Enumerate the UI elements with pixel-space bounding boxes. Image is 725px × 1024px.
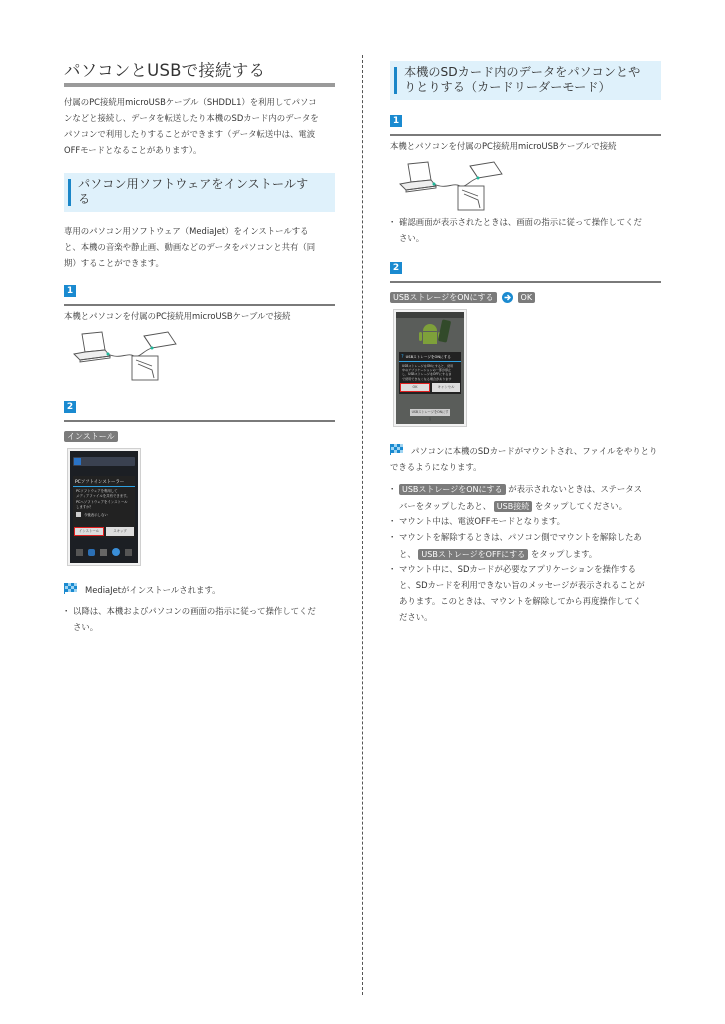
install-key: インストール [64,431,118,442]
step-number-1: 1 [390,115,402,127]
arrow-right-icon [502,292,513,303]
desc-line: 専用のパソコン用ソフトウェア（MediaJet）をインストールする [64,226,309,236]
usb-storage-on-key: USBストレージをONにする [399,484,506,495]
phone-screen [396,312,464,424]
cancel-button[interactable]: キャンセル [432,383,460,392]
section-heading-card-reader [390,61,661,100]
search-bar [73,457,135,466]
status-bar [396,312,464,318]
dialog-text [399,362,461,383]
note-line: あります。このときは、マウントを解除してから再度操作してく [399,596,642,606]
note-line: と、SDカードを利用できない旨のメッセージが表示されることが [399,580,645,590]
usb-storage-on-key: USBストレージをONにする [390,292,497,303]
note-bullet-1 [390,481,665,515]
heading-line: る [78,192,91,206]
step-rule [390,281,661,283]
note-bullet-3 [390,529,665,562]
help-icon: ? [401,354,404,360]
intro-line: OFFモードとなることがあります）。 [64,145,202,155]
note-bullet-2: ・ マウント中は、電波OFFモードとなります。 [390,513,665,529]
note-bullet [64,603,339,635]
result-line: できるようになります。 [390,462,482,472]
result-row [390,443,665,475]
dialog-buttons [74,527,134,536]
section-heading-install-software [64,173,335,212]
checkbox-label: 今後表示しない [84,513,108,518]
install-button[interactable]: インストール [74,527,104,536]
dialog-line: し、USBストレージをOFFにするま [402,372,452,377]
step-rule [390,134,661,136]
section-description [64,223,339,271]
title-underline [64,83,335,87]
checkered-flag-icon [64,583,77,594]
note-line: さい。 [399,233,425,243]
install-dialog-screenshot [67,448,141,566]
skip-button[interactable]: スキップ [106,527,134,536]
note-text: が表示されないときは、ステータス [505,484,643,494]
usb-connection-key: USB接続 [494,501,532,512]
step-rule [64,420,335,422]
step-1-text: 本機とパソコンを付属のPC接続用microUSBケーブルで接続 [64,311,291,321]
dialog-line: 中のアプリケーションの一部が停止 [402,368,452,373]
step-2-keys [390,287,535,306]
step-number-2: 2 [390,262,402,274]
note-line: ださい。 [399,612,433,622]
note-line: ・ マウント中に、SDカードが必要なアプリケーションを操作する [399,564,637,574]
browser-icon[interactable] [112,548,120,556]
mail-icon[interactable] [100,549,107,556]
dialog-line: で使用できなくなる場合があります [402,376,452,381]
column-divider [362,55,363,995]
dialog-buttons [400,383,460,392]
checkered-flag-icon [390,444,403,455]
note-line: ・ 以降は、本機およびパソコンの画面の指示に従って操作してくだ [73,606,316,616]
phone-screen [70,451,138,563]
phone-icon[interactable] [88,549,95,556]
dont-show-checkbox-row[interactable] [73,511,135,518]
checkbox[interactable] [76,512,81,517]
step-1-text: 本機とパソコンを付属のPC接続用microUSBケーブルで接続 [390,141,617,151]
usb-storage-off-key: USBストレージをOFFにする [418,549,528,560]
note-text: をタップします。 [528,548,598,559]
page-title: パソコンとUSBで接続する [64,61,266,80]
result-row [64,582,220,598]
intro-line: ンなどと接続し、データを転送したり本機のSDカード内のデータを [64,113,319,123]
note-bullet-4 [390,561,665,625]
dialog-line: PCソフトウェアを利用して [76,489,118,493]
home-dock [73,545,135,559]
usb-storage-dialog [399,352,461,394]
dialog-line: しますか？ [76,504,93,509]
dialog-text [73,487,135,511]
desc-line: と、本機の音楽や静止画、動画などのデータをパソコンと共有（同 [64,242,316,252]
install-dialog [73,476,135,538]
heading-line: りとりする（カードリーダーモード） [404,80,611,94]
result-line: パソコンに本機のSDカードがマウントされ、ファイルをやりとり [411,446,658,456]
dialog-title: PCソフトインストーラー [73,476,135,487]
dialog-title-row [399,352,461,362]
usb-storage-dialog-screenshot [393,309,467,427]
install-key-label [64,426,118,445]
intro-line: 付属のPC接続用microUSBケーブル（SHDDL1）を利用してパソコ [64,97,317,107]
dialog-line: USBストレージをONにすると、使用 [402,364,454,368]
laptop-usb-phone-illustration [72,330,177,385]
apps-icon[interactable] [76,549,83,556]
intro-paragraph [64,94,339,158]
dialog-line: メディアファイルを共有できます。 [76,493,130,498]
usb-plug-icon [438,319,451,342]
menu-icon[interactable] [125,549,132,556]
heading-line: パソコン用ソフトウェアをインストールす [78,177,309,191]
heading-line: 本機のSDカード内のデータをパソコンとや [404,65,641,79]
laptop-usb-phone-illustration [398,160,503,215]
note-text: をタップしてください。 [532,501,628,511]
step-1-note [390,214,665,246]
ok-key: OK [518,292,536,303]
intro-line: パソコンで利用したりすることができます（データ転送中は、電波 [64,129,316,139]
step-rule [64,304,335,306]
google-search-icon [74,458,81,465]
note-text: ・ マウントを解除するときは、パソコン側でマウントを解除したあ [399,532,642,542]
usb-storage-on-button[interactable]: USBストレージをONにする [411,410,449,421]
step-number-1: 1 [64,285,76,297]
ok-button[interactable]: OK [400,383,430,392]
dialog-title: USBストレージをONにする [405,354,451,359]
note-text: バーをタップしたあと、 [399,501,492,511]
note-line: さい。 [73,622,99,632]
dialog-line: PCへソフトウェアをインストール [76,500,128,505]
note-text: と、 [399,548,416,559]
desc-line: 期）することができます。 [64,258,164,268]
note-line: ・ 確認画面が表示されたときは、画面の指示に従って操作してくだ [399,217,642,227]
step-number-2: 2 [64,401,76,413]
result-text: MediaJetがインストールされます。 [85,585,221,595]
